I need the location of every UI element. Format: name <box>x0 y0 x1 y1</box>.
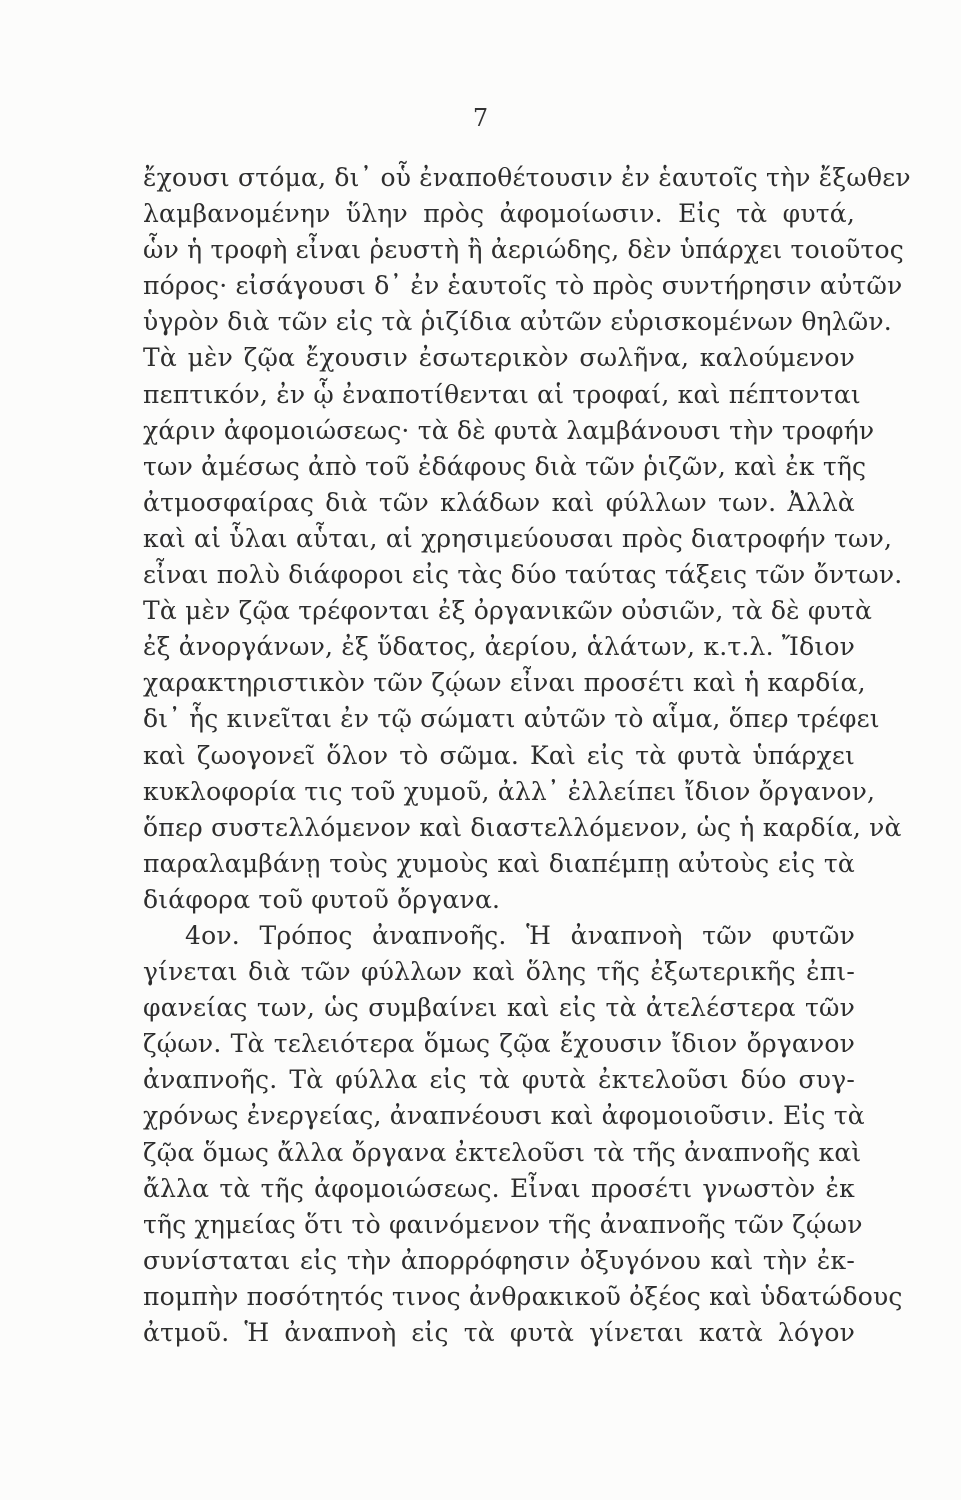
text-line: ζῴων. Τὰ τελειότερα ὅμως ζῷα ἔχουσιν ἴδιον ὄργανον <box>143 1029 855 1059</box>
text-line: ἀναπνοῆς. Τὰ φύλλα εἰς τὰ φυτὰ ἐκτελοῦσι δύο συγ- <box>143 1065 855 1095</box>
text-line: παραλαμβάνῃ τοὺς χυμοὺς καὶ διαπέμπῃ αὐτοὺς εἰς τὰ <box>143 848 855 878</box>
text-line: εἶναι πολὺ διάφοροι εἰς τὰς δύο ταύτας τάξεις τῶν ὄντων. <box>143 560 903 590</box>
text-line: καὶ αἱ ὗλαι αὗται, αἱ χρησιμεύουσαι πρὸς διατροφήν των, <box>143 523 893 553</box>
text-line: τῆς χημείας ὅτι τὸ φαινόμενον τῆς ἀναπνοῆς τῶν ζῴων <box>143 1209 863 1239</box>
text-line: λαμβανομένην ὕλην πρὸς ἀφομοίωσιν. Εἰς τὰ φυτά, <box>143 199 855 229</box>
text-line: ὅπερ συστελλόμενον καὶ διαστελλόμενον, ὡς ἡ καρδία, νὰ <box>143 812 902 842</box>
text-line: κυκλοφορία τις τοῦ χυμοῦ, ἀλλ᾽ ἐλλείπει ἴδιον ὄργανον, <box>143 776 876 806</box>
text-line: ὧν ἡ τροφὴ εἶναι ῥευστὴ ἢ ἀεριώδης, δὲν ὑπάρχει τοιοῦτος <box>143 235 904 265</box>
text-line: χάριν ἀφομοιώσεως· τὰ δὲ φυτὰ λαμβάνουσι τὴν τροφήν <box>143 415 875 445</box>
text-line: ζῷα ὅμως ἄλλα ὄργανα ἐκτελοῦσι τὰ τῆς ἀναπνοῆς καὶ <box>143 1137 862 1167</box>
text-line: γίνεται διὰ τῶν φύλλων καὶ ὅλης τῆς ἐξωτερικῆς ἐπι- <box>143 957 855 987</box>
text-line: ὑγρὸν διὰ τῶν εἰς τὰ ῥιζίδια αὐτῶν εὑρισκομένων θηλῶν. <box>143 307 892 337</box>
text-line: χρόνως ἐνεργείας, ἀναπνέουσι καὶ ἀφομοιοῦσιν. Εἰς τὰ <box>143 1101 865 1131</box>
page-number: 7 <box>472 104 489 132</box>
text-line: Τὰ μὲν ζῷα τρέφονται ἐξ ὀργανικῶν οὐσιῶν, τὰ δὲ φυτὰ <box>143 596 873 626</box>
text-line: των ἀμέσως ἀπὸ τοῦ ἐδάφους διὰ τῶν ῥιζῶν, καὶ ἐκ τῆς <box>143 451 867 481</box>
text-line: Τὰ μὲν ζῷα ἔχουσιν ἐσωτερικὸν σωλῆνα, καλούμενον <box>143 343 855 373</box>
section-heading-line: 4ον. Τρόπος ἀναπνοῆς. Ἡ ἀναπνοὴ τῶν φυτῶν <box>185 920 855 950</box>
text-line: συνίσταται εἰς τὴν ἀπορρόφησιν ὀξυγόνου καὶ τὴν ἐκ- <box>143 1245 855 1275</box>
text-line: ἄλλα τὰ τῆς ἀφομοιώσεως. Εἶναι προσέτι γνωστὸν ἐκ <box>143 1173 855 1203</box>
text-line: ἔχουσι στόμα, δι᾽ οὗ ἐναποθέτουσιν ἐν ἑαυτοῖς τὴν ἔξωθεν <box>143 163 911 192</box>
body-text <box>143 160 911 1351</box>
text-line: διάφορα τοῦ φυτοῦ ὄργανα. <box>143 884 501 914</box>
text-line: φανείας των, ὡς συμβαίνει καὶ εἰς τὰ ἀτελέστερα τῶν <box>143 993 855 1023</box>
text-line: πόρος· εἰσάγουσι δ᾽ ἐν ἑαυτοῖς τὸ πρὸς συντήρησιν αὐτῶν <box>143 271 903 301</box>
text-line: καὶ ζωογονεῖ ὅλον τὸ σῶμα. Καὶ εἰς τὰ φυτὰ ὑπάρχει <box>143 740 855 770</box>
text-line: ἀτμοῦ. Ἡ ἀναπνοὴ εἰς τὰ φυτὰ γίνεται κατὰ λόγον <box>143 1318 855 1347</box>
text-line: ἀτμοσφαίρας διὰ τῶν κλάδων καὶ φύλλων των. Ἀλλὰ <box>143 487 855 517</box>
text-line: πομπὴν ποσότητός τινος ἀνθρακικοῦ ὀξέος καὶ ὑδατώδους <box>143 1281 903 1311</box>
text-line: ἐξ ἀνοργάνων, ἐξ ὕδατος, ἀερίου, ἁλάτων, κ.τ.λ. Ἴδιον <box>143 632 855 662</box>
text-line: χαρακτηριστικὸν τῶν ζῴων εἶναι προσέτι καὶ ἡ καρδία, <box>143 668 866 698</box>
text-line: πεπτικόν, ἐν ᾧ ἐναποτίθενται αἱ τροφαί, καὶ πέπτονται <box>143 379 861 409</box>
text-line: δι᾽ ἧς κινεῖται ἐν τῷ σώματι αὐτῶν τὸ αἷμα, ὅπερ τρέφει <box>143 704 880 734</box>
